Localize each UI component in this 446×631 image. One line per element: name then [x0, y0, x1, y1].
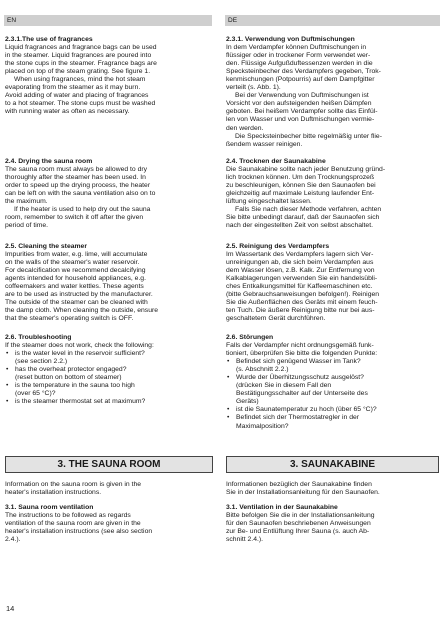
text-line: 2.4.).: [5, 536, 21, 544]
text-line: period of time.: [5, 222, 49, 230]
text-line: Die Specksteinbecher bitte regelmäßig unter flie-: [235, 132, 382, 140]
text-line: Sie in der Installationsanleitung für den Saunaofen.: [226, 489, 380, 497]
text-line: coffeemakers and water kettles. These agents: [5, 283, 144, 291]
paragraph: [5, 512, 213, 544]
paragraph: [5, 481, 213, 497]
text-line: For decalcification we recommend decalcifying: [5, 267, 146, 275]
text-line: The outside of the steamer can be cleaned with: [5, 299, 148, 307]
text-line: Avoid adding of water and placing of fragrances: [5, 92, 149, 100]
text-line: gleichzeitig auf maximale Leistung laufender Ent-: [226, 190, 375, 198]
text-line: the damp cloth. When cleaning the outside, ensure: [5, 307, 159, 315]
text-line: Bestätigungsschalter auf der Unterseite des: [236, 390, 368, 398]
text-line: Befindet sich genügend Wasser im Tank?: [236, 358, 361, 366]
list-item: [226, 414, 439, 430]
section-heading: 2.6. Troubleshooting: [5, 334, 72, 341]
section-ventilation-en: [5, 504, 213, 544]
section-ventilation-de: [226, 504, 439, 544]
paragraph: [5, 44, 213, 76]
paragraph: [226, 206, 439, 230]
text-line: Geräts): [236, 398, 259, 406]
text-line: heater's installation instructions (see also section: [5, 528, 153, 536]
text-line: order to speed up the drying process, the heater: [5, 182, 151, 190]
text-line: Informationen bezüglich der Saunakabine finden: [226, 481, 372, 488]
text-line: ten Tuch. Die äußere Reinigung bitte nur bei aus-: [226, 307, 375, 315]
text-line: on the walls of the steamer's water reservoir.: [5, 259, 140, 267]
text-line: geboten. Bei heißem Verdampfer sollte das Einfül-: [226, 108, 378, 116]
text-line: the stone cups in the steamer. Fragrance bags are: [5, 60, 157, 68]
list-item: [5, 366, 213, 382]
paragraph: [5, 251, 213, 323]
paragraph: [226, 166, 439, 206]
text-line: If the heater is used to help dry out the sauna: [14, 206, 151, 214]
text-line: tioniert, überprüfen Sie bitte die folgenden Punkte:: [226, 350, 378, 358]
paragraph: [226, 342, 439, 358]
text-line: (bitte Gebrauchsanweisungen befolgen!). Reinigen: [226, 291, 380, 299]
section-drying-en: [5, 158, 213, 230]
paragraph: [5, 206, 213, 230]
text-line: When using fragrances, mind the hot steam: [14, 76, 146, 84]
text-line: Im Wassertank des Verdampfers lagern sich Ver-: [226, 251, 374, 259]
section-heading: 2.4. Trocknen der Saunakabine: [226, 158, 326, 165]
section-troubleshooting-en: [5, 334, 213, 406]
text-line: can be left on with the sauna ventilation also on to: [5, 190, 156, 198]
text-line: Vorsicht vor den aufsteigenden heißen Dämpfen: [226, 100, 372, 108]
page-number: 14: [6, 604, 15, 613]
text-line: Maximalposition?: [236, 422, 289, 430]
list-item: [5, 350, 213, 366]
text-line: The sauna room must always be allowed to dry: [5, 166, 148, 174]
section-heading: 3.1. Sauna room ventilation: [5, 504, 94, 511]
text-line: agents intended for household appliances, e.g.: [5, 275, 146, 283]
text-line: Bei der Verwendung von Duftmischungen ist: [235, 92, 369, 100]
text-line: kenmischungen (Potpourris) auf dem Dampfgitter: [226, 76, 375, 84]
text-line: evaporating from the steamer as it may burn.: [5, 84, 141, 92]
section-troubleshooting-de: [226, 334, 439, 431]
paragraph: [226, 251, 439, 323]
paragraph: [226, 133, 439, 149]
text-line: (reset button on bottom of steamer): [15, 374, 122, 382]
text-line: ches Entkalkungsmittel für Kaffeemaschinen etc.: [226, 283, 373, 291]
language-tag-de: DE: [225, 15, 440, 26]
text-line: Falls der Verdampfer nicht ordnungsgemäß funk-: [226, 342, 374, 350]
text-line: den werden.: [226, 124, 264, 132]
list-item: [226, 358, 439, 374]
checklist: [226, 358, 439, 430]
section-fragrances-de: [226, 36, 439, 149]
text-line: is the steamer thermostat set at maximum?: [15, 398, 146, 406]
text-line: Sie die Außenflächen des Geräts mit einem feuch-: [226, 299, 378, 307]
language-tag-en: EN: [4, 15, 212, 26]
text-line: Impurities from water, e.g. lime, will accumulate: [5, 251, 148, 259]
text-line: zur Be- und Entlüftung Ihrer Sauna (s. auch Ab-: [226, 528, 370, 536]
text-line: Befindet sich der Thermostatregler in der: [236, 414, 360, 422]
text-line: that the steamer's operating switch is OFF.: [5, 315, 134, 323]
paragraph: [226, 481, 439, 497]
text-line: (see section 2.2.): [15, 358, 68, 366]
text-line: Kalkablagerungen verwenden Sie ein handelsübli-: [226, 275, 378, 283]
text-line: Specksteinbecher des Verdampfers gegeben, Trok-: [226, 68, 381, 76]
text-line: heater's installation instructions.: [5, 489, 102, 497]
section-heading: 2.6. Störungen: [226, 334, 274, 341]
text-line: room, remember to switch it off after the given: [5, 214, 144, 222]
text-line: to a hot steamer. The stone cups must be washed: [5, 100, 156, 108]
text-line: has the overheat protector engaged?: [15, 366, 127, 374]
text-line: verteilt (s. Abb. 1).: [226, 84, 281, 92]
text-line: are to be used as instructed by the manufacturer.: [5, 291, 153, 299]
text-line: lich trocknen können. Um den Trocknungsprozeß: [226, 174, 375, 182]
section-heading: 2.5. Reinigung des Verdampfers: [226, 243, 330, 250]
section-heading: 2.5. Cleaning the steamer: [5, 243, 87, 250]
section-heading: 2.3.1.The use of fragrances: [5, 36, 93, 43]
text-line: schnitt 2.4.).: [226, 536, 264, 544]
text-line: dem Wasser lösen, z.B. Kalk. Zur Entfernung von: [226, 267, 375, 275]
text-line: thoroughly after the steamer has been used. In: [5, 174, 146, 182]
text-line: ventilation of the sauna room are given in the: [5, 520, 141, 528]
text-line: lüftung eingeschaltet lassen.: [226, 198, 312, 206]
list-item: [5, 398, 213, 406]
text-line: den. Flüssige Aufgußduftessenzen werden in die: [226, 60, 373, 68]
text-line: nach der eingestellten Zeit von selbst abschaltet.: [226, 222, 373, 230]
section-fragrances-en: [5, 36, 213, 116]
text-line: the maximum.: [5, 198, 48, 206]
text-line: flüssiger oder in trockener Form verwendet wer-: [226, 52, 371, 60]
section-cleaning-en: [5, 243, 213, 323]
section-heading: 2.4. Drying the sauna room: [5, 158, 93, 165]
list-item: [226, 374, 439, 406]
list-item: [5, 382, 213, 398]
text-line: für den Saunaofen beschriebenen Anweisungen: [226, 520, 371, 528]
paragraph: [226, 44, 439, 92]
paragraph: [226, 92, 439, 132]
text-line: Die Saunakabine sollte nach jeder Benutzung gründ-: [226, 166, 386, 174]
text-line: zu beschleunigen, können Sie den Saunaofen bei: [226, 182, 376, 190]
text-line: The instructions to be followed as regards: [5, 512, 131, 520]
text-line: is the water level in the reservoir sufficient?: [15, 350, 145, 358]
text-line: Bitte befolgen Sie die in der Installationsanleitung: [226, 512, 375, 520]
text-line: Falls Sie nach dieser Methode verfahren, achten: [235, 206, 382, 214]
text-line: (s. Abschnitt 2.2.): [236, 366, 289, 374]
section-cleaning-de: [226, 243, 439, 323]
list-item: [226, 406, 439, 414]
section-drying-de: [226, 158, 439, 230]
paragraph: If the steamer does not work, check the following:: [5, 342, 154, 350]
text-line: placed on top of the steam grating. See figure 1.: [5, 68, 151, 76]
chapter-sauna-room-de: [226, 456, 439, 497]
chapter-title: 3. THE SAUNA ROOM: [5, 456, 213, 473]
text-line: Information on the sauna room is given in the: [5, 481, 142, 488]
text-line: in the steamer. Liquid fragrances are poured into: [5, 52, 152, 60]
paragraph: [5, 166, 213, 206]
text-line: len von Wasser und von Duftmischungen vermie-: [226, 116, 375, 124]
text-line: with running water as often as necessary.: [5, 108, 130, 116]
text-line: is the temperature in the sauna too high: [15, 382, 135, 390]
text-line: unreinigungen ab, die sich beim Verdampfen aus: [226, 259, 374, 267]
text-line: In dem Verdampfer können Duftmischungen in: [226, 44, 367, 52]
text-line: Liquid fragrances and fragrance bags can be used: [5, 44, 157, 52]
text-line: (drücken Sie in diesem Fall den: [236, 382, 332, 390]
text-line: (over 65 °C)?: [15, 390, 56, 398]
paragraph: [5, 76, 213, 116]
text-line: Sie bitte unbedingt darauf, daß der Saunaofen sich: [226, 214, 380, 222]
section-heading: 3.1. Ventilation in der Saunakabine: [226, 504, 338, 511]
paragraph: [226, 512, 439, 544]
text-line: Wurde der Überhitzungsschutz ausgelöst?: [236, 374, 364, 382]
text-line: ßendem wasser reinigen.: [226, 140, 303, 148]
chapter-title: 3. SAUNAKABINE: [226, 456, 439, 473]
checklist: [5, 350, 213, 406]
text-line: ist die Saunatemperatur zu hoch (über 65 °C)?: [236, 406, 377, 414]
section-heading: 2.3.1. Verwendung von Duftmischungen: [226, 36, 355, 43]
chapter-sauna-room-en: [5, 456, 213, 497]
text-line: geschaltetem Gerät durchführen.: [226, 315, 326, 323]
